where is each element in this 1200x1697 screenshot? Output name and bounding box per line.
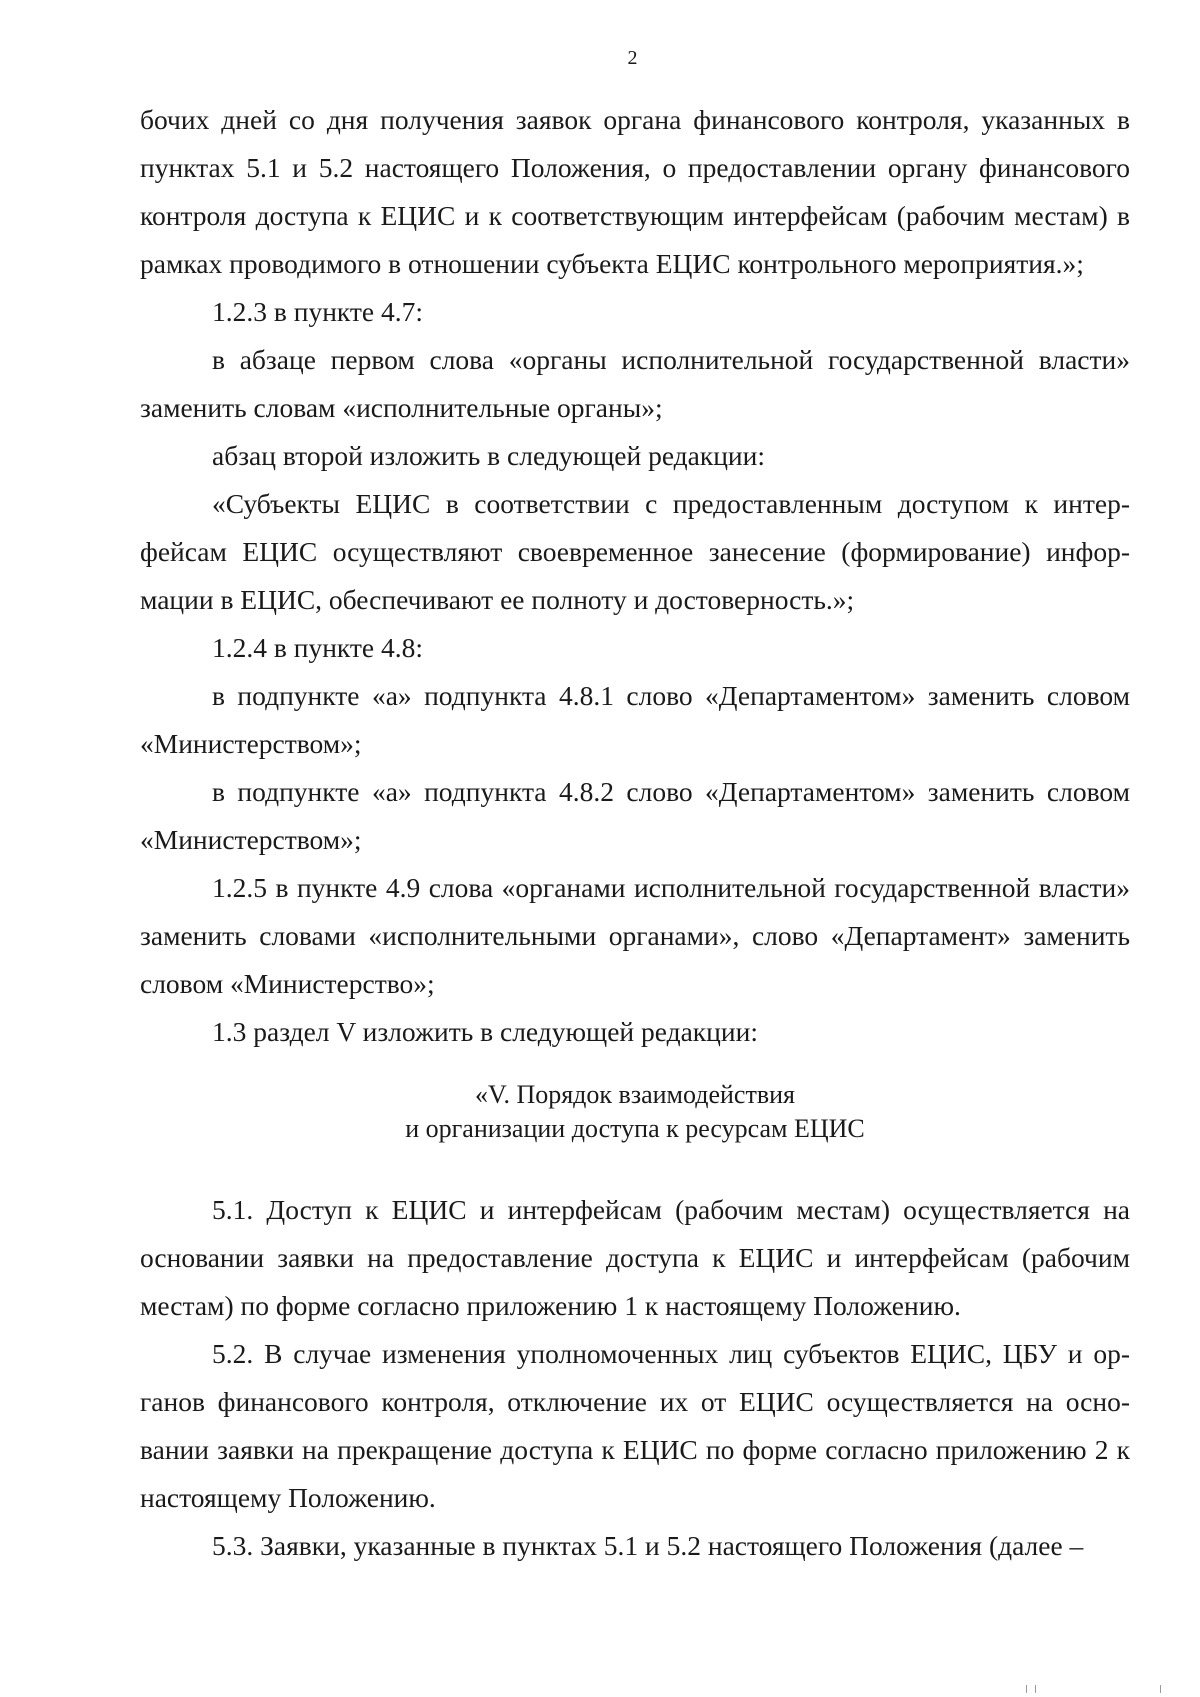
paragraph-5-3: 5.3. Заявки, указанные в пунктах 5.1 и 5.2 настоящего Положения (далее –: [212, 1530, 1084, 1561]
section-heading-line-2: и организации доступа к ресурсам ЕЦИС: [405, 1114, 865, 1143]
section-heading-line-1: «V. Порядок взаимодействия: [475, 1080, 795, 1109]
paragraph-5-2: 5.2. В случае изменения уполномоченных лиц субъектов ЕЦИС, ЦБУ и органов финансового контроля, отключение их от ЕЦИС осуществляется на основании заявки на прекращение доступа к ЕЦИС по форме согласно приложению 2 к настоящему Положению.: [140, 1338, 1130, 1513]
paragraph-continuation: бочих дней со дня получения заявок органа финансового контроля, указанных в пунктах 5.1 и 5.2 настоящего Положения, о предоставлении органу финансового контроля доступа к ЕЦИС и к соответствующим интерфейсам (рабочим местам) в рамках проводимого в отношении субъекта ЕЦИС контрольного мероприятия.»;: [140, 104, 1130, 279]
paragraph-5-1: 5.1. Доступ к ЕЦИС и интерфейсам (рабочим местам) осуществляется на основании заявки на предоставление доступа к ЕЦИС и интерфейсам (рабочим местам) по форме согласно приложению 1 к настоящему Положению.: [140, 1194, 1130, 1321]
scan-artifact-mark: [1026, 1685, 1027, 1693]
paragraph-1-2-4: 1.2.4 в пункте 4.8:: [212, 632, 424, 663]
scan-artifact-mark: [1035, 1685, 1036, 1693]
paragraph-abzac-perviy: в абзаце первом слова «органы исполнительной государственной власти» заменить словам «исполнительные органы»;: [140, 344, 1130, 423]
document-body: [140, 96, 1130, 1570]
scan-artifact-mark: [1160, 1685, 1161, 1693]
paragraph-1-2-3: 1.2.3 в пункте 4.7:: [212, 296, 424, 327]
paragraph-4-8-2: в подпункте «а» подпункта 4.8.2 слово «Департаментом» заменить словом «Министерством»;: [140, 776, 1130, 855]
paragraph-abzac-vtoroy: абзац второй изложить в следующей редакции:: [212, 440, 766, 471]
paragraph-4-8-1: в подпункте «а» подпункта 4.8.1 слово «Департаментом» заменить словом «Министерством»;: [140, 680, 1130, 759]
paragraph-subjects-quote: «Субъекты ЕЦИС в соответствии с предоставленным доступом к интерфейсам ЕЦИС осуществляют своевременное занесение (формирование) информации в ЕЦИС, обеспечивают ее полноту и достоверность.»;: [140, 488, 1130, 615]
paragraph-1-3: 1.3 раздел V изложить в следующей редакции:: [212, 1016, 758, 1047]
page-number: 2: [627, 47, 638, 69]
paragraph-1-2-5: 1.2.5 в пункте 4.9 слова «органами исполнительной государственной власти» заменить словами «исполнительными органами», слово «Департамент» заменить словом «Министерство»;: [140, 872, 1130, 999]
section-heading: [140, 1078, 1130, 1146]
